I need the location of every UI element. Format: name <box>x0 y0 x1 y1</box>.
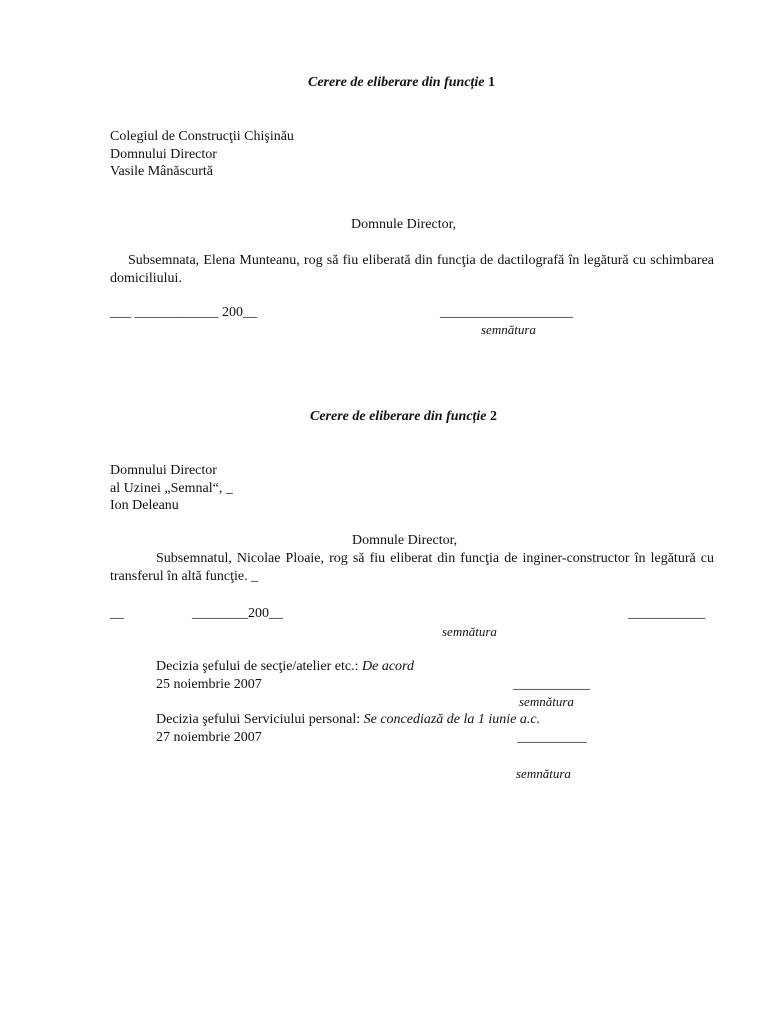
request2-address-line-1: Domnului Director <box>110 463 217 478</box>
request1-address-line-1: Colegiul de Construcţii Chişinău <box>110 129 294 144</box>
request1-number: 1 <box>488 75 496 90</box>
request1-body: Subsemnata, Elena Munteanu, rog să fiu eliberată din funcţia de dactilografă în legătură cu schimbarea domiciliului. <box>110 253 714 286</box>
request1-title-text: Cerere de eliberare din funcție <box>308 75 485 90</box>
request2-date-line: ________200__ <box>192 606 283 621</box>
request1-date-line: ___ ____________ 200__ <box>110 305 257 320</box>
request2-body: Subsemnatul, Nicolae Ploaie, rog să fiu eliberat din funcţia de inginer-constructor în legătură cu transferul în altă funcţie. _ <box>110 551 714 584</box>
request2-salutation: Domnule Director, <box>352 533 458 548</box>
request2-title-text: Cerere de eliberare din funcție <box>310 409 487 424</box>
request1-salutation: Domnule Director, <box>351 217 457 232</box>
decision1 <box>156 658 414 675</box>
decision1-date: 25 noiembrie 2007 <box>156 677 262 692</box>
request1-address-line-3: Vasile Mânăscurtă <box>110 164 214 179</box>
decision2-label: Decizia şefului Serviciului personal: <box>156 712 361 727</box>
request2-date-blank: __ <box>110 606 124 621</box>
decision1-value: De acord <box>362 659 414 674</box>
decision2-value: Se concediază de la 1 iunie a.c. <box>363 712 541 727</box>
decision2-signature-label: semnătura <box>516 766 571 781</box>
request2-number: 2 <box>490 409 498 424</box>
decision2-signature-line: __________ <box>517 730 587 745</box>
decision1-signature-label: semnătura <box>519 694 574 709</box>
request1-signature-line: ___________________ <box>440 305 573 320</box>
decision2-date: 27 noiembrie 2007 <box>156 730 262 745</box>
request2-address-line-3: Ion Deleanu <box>110 498 179 513</box>
request1-address-line-2: Domnului Director <box>110 147 217 162</box>
decision1-label: Decizia şefului de secţie/atelier etc.: <box>156 659 359 674</box>
request2-signature-label: semnătura <box>442 624 497 639</box>
request1-title <box>308 74 495 91</box>
request2-address-line-2: al Uzinei „Semnal“, _ <box>110 481 233 496</box>
request2-title <box>310 408 497 425</box>
decision2 <box>156 711 540 728</box>
request1-signature-label: semnătura <box>481 322 536 337</box>
request2-signature-line: ___________ <box>628 606 705 621</box>
decision1-signature-line: ___________ <box>513 677 590 692</box>
